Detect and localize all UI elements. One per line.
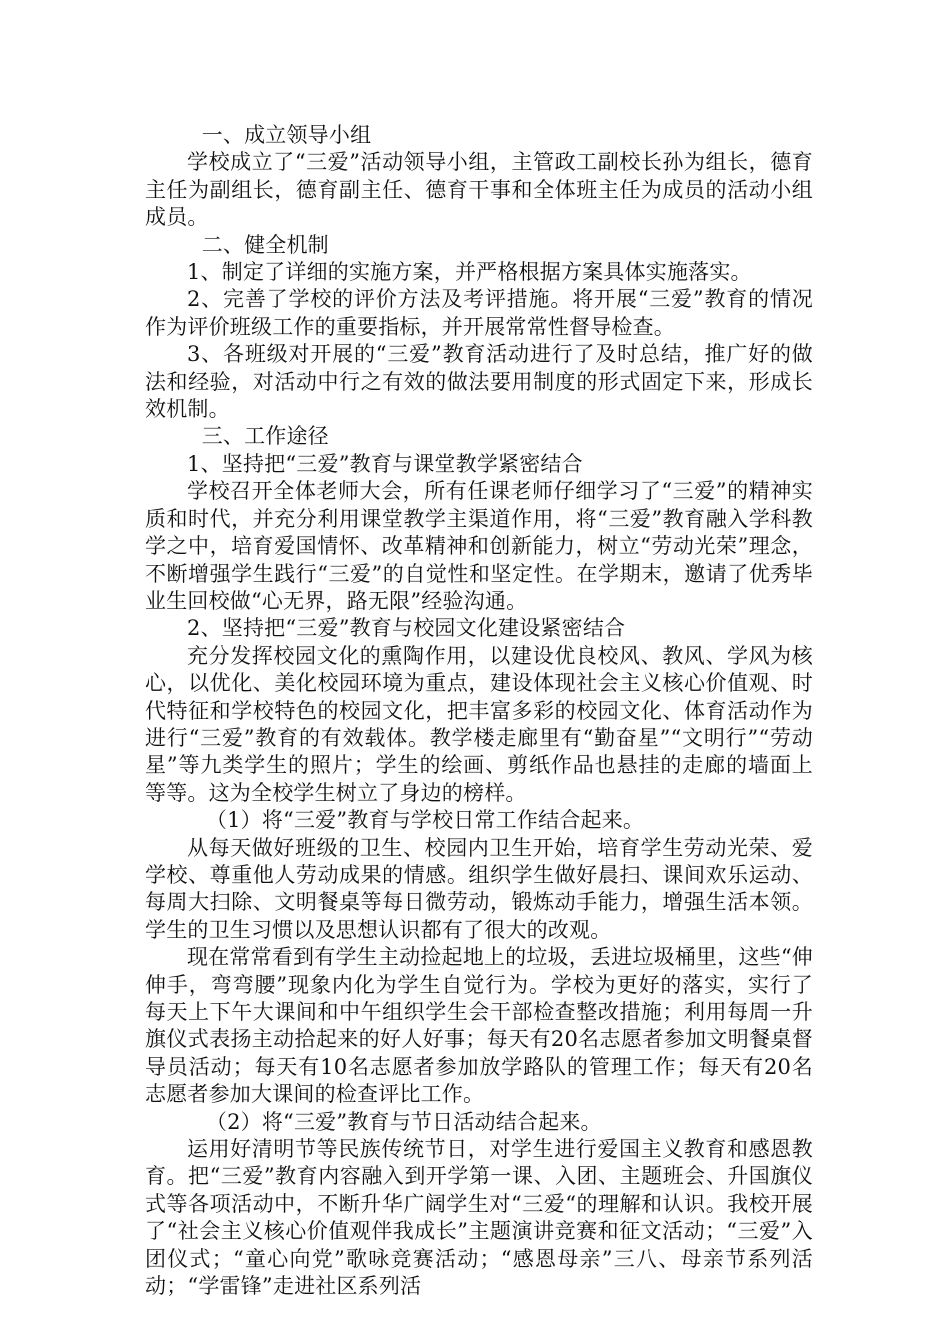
subsection-heading: （2）将“三爱”教育与节日活动结合起来。	[205, 1109, 602, 1134]
body-paragraph: 学校成立了“三爱”活动领导小组，主管政工副校长孙为组长，德育主任为副组长，德育副主任、德育干事和全体班主任为成员的活动小组成员。	[145, 150, 813, 230]
section-heading: 二、健全机制	[201, 232, 329, 257]
body-paragraph: 现在常常看到有学生主动捡起地上的垃圾，丢进垃圾桶里，这些“伸伸手，弯弯腰”现象内化为学生自觉行为。学校为更好的落实，实行了每天上下午大课间和中午组织学生会干部检查整改措施；利用每周一升旗仪式表扬主动拾起来的好人好事；每天有20名志愿者参加文明餐桌督导员活动；每天有10名志愿者参加放学路队的管理工作；每天有20名志愿者参加大课间的检查评比工作。	[145, 945, 813, 1107]
body-paragraph: 学校召开全体老师大会，所有任课老师仔细学习了“三爱”的精神实质和时代，并充分利用课堂教学主渠道作用，将“三爱”教育融入学科教学之中，培育爱国情怀、改革精神和创新能力，树立“劳动光荣”理念，不断增强学生践行“三爱”的自觉性和坚定性。在学期末，邀请了优秀毕业生回校做“心无界，路无限”经验沟通。	[145, 479, 813, 613]
body-paragraph: 3、各班级对开展的“三爱”教育活动进行了及时总结，推广好的做法和经验，对活动中行之有效的做法要用制度的形式固定下来，形成长效机制。	[145, 342, 813, 422]
subsection-heading: （1）将“三爱”教育与学校日常工作结合起来。	[205, 808, 645, 833]
body-paragraph: 从每天做好班级的卫生、校园内卫生开始，培育学生劳动光荣、爱学校、尊重他人劳动成果的情感。组织学生做好晨扫、课间欢乐运动、每周大扫除、文明餐桌等每日微劳动，锻炼动手能力，增强生活本领。学生的卫生习惯以及思想认识都有了很大的改观。	[145, 835, 813, 942]
section-heading: 一、成立领导小组	[201, 123, 372, 147]
body-paragraph: 1、制定了详细的实施方案，并严格根据方案具体实施落实。	[187, 260, 752, 285]
body-paragraph: 充分发挥校园文化的熏陶作用，以建设优良校风、教风、学风为核心，以优化、美化校园环境为重点，建设体现社会主义核心价值观、时代特征和学校特色的校园文化，把丰富多彩的校园文化、体育活动作为进行“三爱”教育的有效载体。教学楼走廊里有“勤奋星”“文明行”“劳动星”等九类学生的照片；学生的绘画、剪纸作品也悬挂的走廊的墙面上等等。这为全校学生树立了身边的榜样。	[145, 643, 813, 805]
document-body	[145, 122, 813, 1300]
body-paragraph: 2、完善了学校的评价方法及考评措施。将开展“三爱”教育的情况作为评价班级工作的重要指标，并开展常常性督导检查。	[145, 287, 813, 339]
body-paragraph: 1、坚持把“三爱”教育与课堂教学紧密结合	[187, 451, 583, 476]
section-heading: 三、工作途径	[201, 424, 329, 449]
body-paragraph: 运用好清明节等民族传统节日，对学生进行爱国主义教育和感恩教育。把“三爱”教育内容融入到开学第一课、入团、主题班会、升国旗仪式等各项活动中，不断升华广阔学生对“三爱“的理解和认识。我校开展了“社会主义核心价值观伴我成长”主题演讲竞赛和征文活动；“三爱”入团仪式；“童心向党”歌咏竞赛活动；“感恩母亲”三八、母亲节系列活动；“学雷锋”走进社区系列活	[145, 1137, 813, 1299]
body-paragraph: 2、坚持把“三爱”教育与校园文化建设紧密结合	[187, 616, 626, 641]
